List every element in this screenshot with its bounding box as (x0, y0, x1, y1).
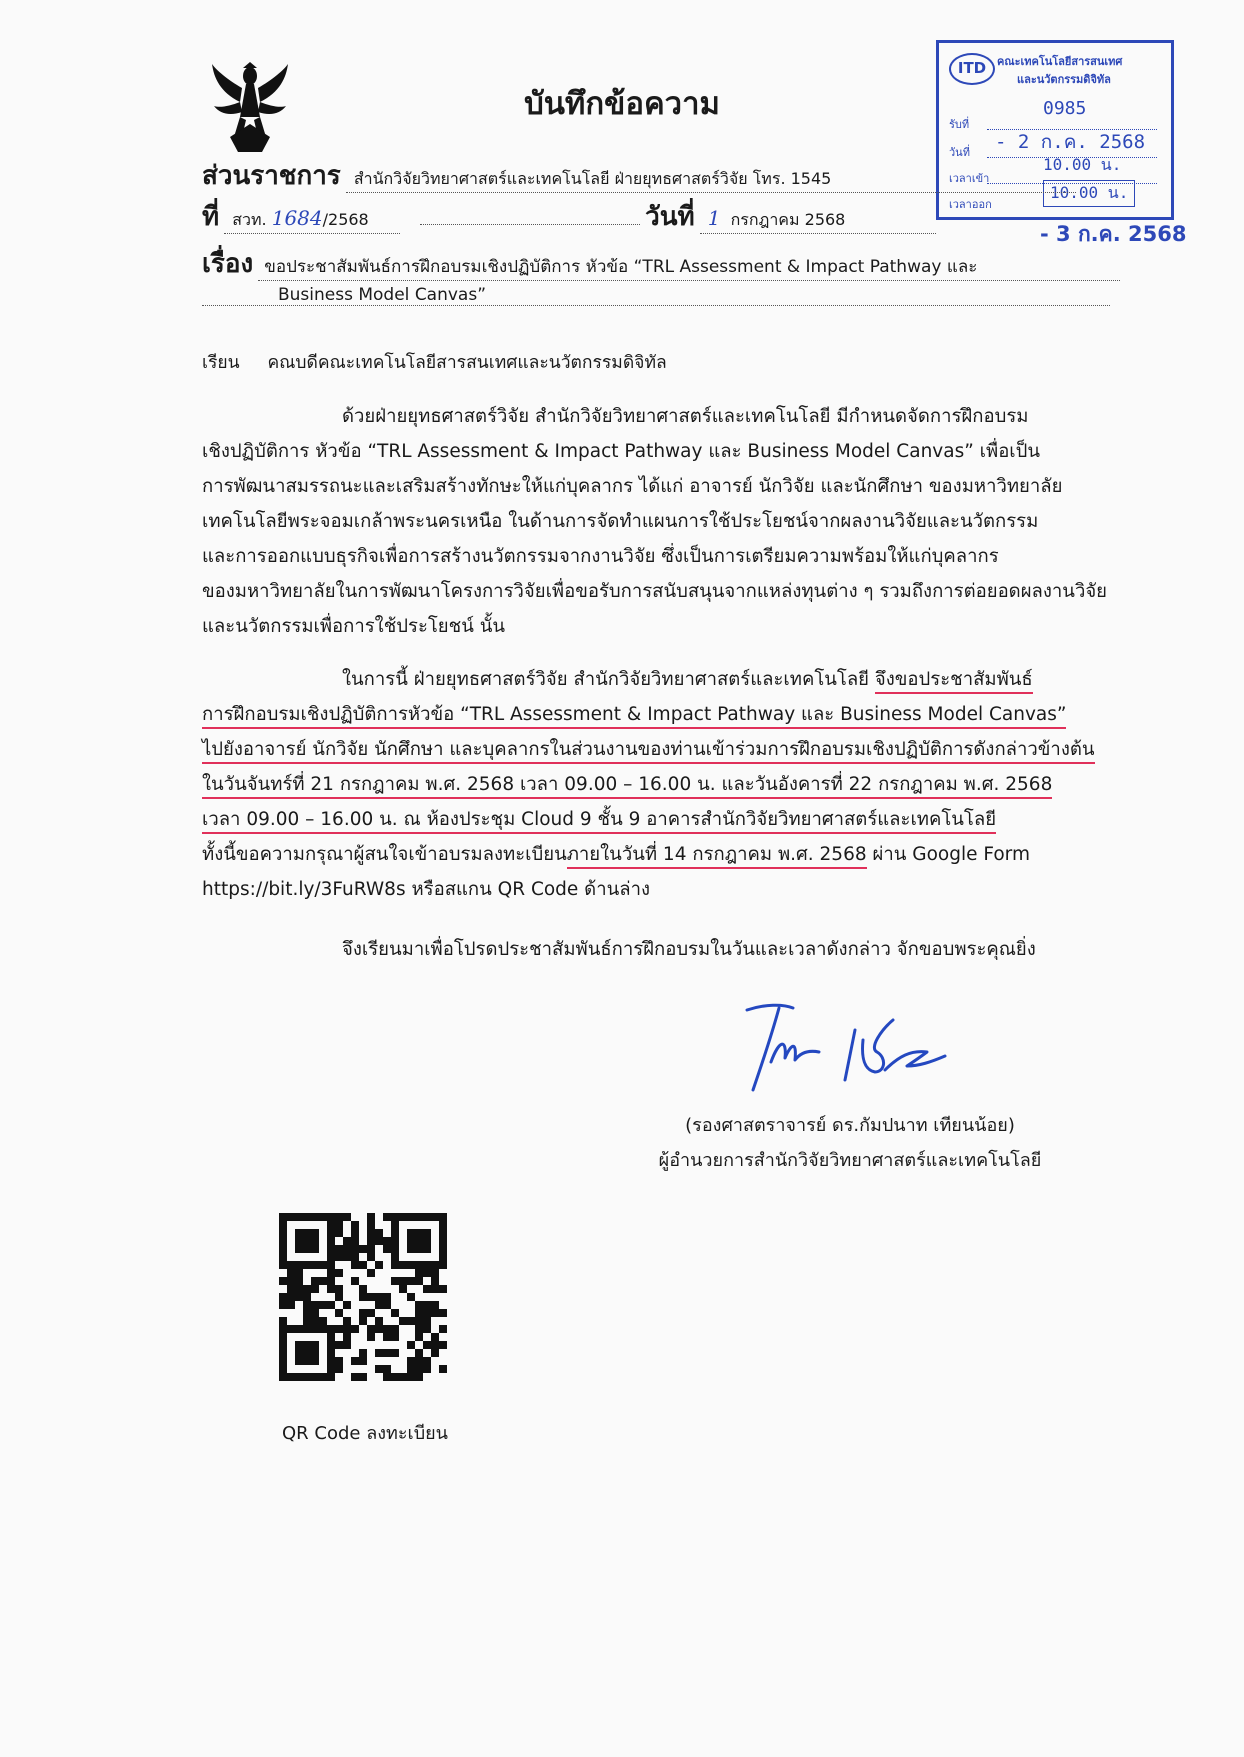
body-paragraph-1 (202, 399, 1128, 644)
paragraph-line: ในการนี้ ฝ่ายยุทธศาสตร์วิจัย สำนักวิจัยวิทยาศาสตร์และเทคโนโลยี จึงขอประชาสัมพันธ์ (202, 662, 1128, 697)
date-month-year: กรกฎาคม 2568 (730, 210, 846, 229)
date-row (420, 196, 936, 237)
reference-row (202, 196, 400, 237)
agency-row (202, 155, 1076, 196)
second-date-stamp: - 3 ก.ค. 2568 (1040, 222, 1187, 246)
reference-label: ที่ (202, 202, 220, 232)
stamp-logo: ITD (949, 53, 995, 85)
registration-link-line: https://bit.ly/3FuRW8s หรือสแกน QR Code ด้านล่าง (202, 879, 650, 900)
date-label: วันที่ (645, 202, 695, 232)
highlight-underline: ไปยังอาจารย์ นักวิจัย นักศึกษา และบุคลากรในส่วนงานของท่านเข้าร่วมการฝึกอบรมเชิงปฏิบัติการดังกล่าวข้างต้น (202, 739, 1095, 764)
highlight-underline: เวลา 09.00 – 16.00 น. ณ ห้องประชุม Cloud 9 ชั้น 9 อาคารสำนักวิจัยวิทยาศาสตร์และเทคโนโลยี (202, 809, 996, 834)
salutation-label: เรียน (202, 353, 240, 373)
signer-position: ผู้อำนวยการสำนักวิจัยวิทยาศาสตร์และเทคโนโลยี (658, 1150, 1042, 1171)
paragraph-line: เทคโนโลยีพระจอมเกล้าพระนครเหนือ ในด้านการจัดทำแผนการใช้ประโยชน์จากผลงานวิจัยและนวัตกรรม (202, 511, 1039, 532)
paragraph-line: ด้วยฝ่ายยุทธศาสตร์วิจัย สำนักวิจัยวิทยาศาสตร์และเทคโนโลยี มีกำหนดจัดการฝึกอบรม (342, 406, 1029, 427)
subject-row-2 (202, 285, 1110, 306)
registration-qr-code[interactable] (279, 1213, 447, 1381)
reference-number: 1684 (271, 206, 323, 230)
agency-label: ส่วนราชการ (202, 161, 341, 191)
date-value (700, 206, 936, 234)
highlight-underline: ในวันจันทร์ที่ 21 กรกฎาคม พ.ศ. 2568 เวลา 09.00 – 16.00 น. และวันอังคารที่ 22 กรกฎาคม พ.ศ. 2568 (202, 774, 1052, 799)
stamp-time-out-label: เวลาออก (949, 198, 992, 211)
subject-row (202, 243, 1120, 284)
highlight-underline: ภายในวันที่ 14 กรกฎาคม พ.ศ. 2568 (567, 844, 867, 869)
paragraph-line (202, 732, 1128, 767)
subject-label: เรื่อง (202, 249, 254, 279)
signer-name: (รองศาสตราจารย์ ดร.กัมปนาท เทียนน้อย) (685, 1115, 1015, 1136)
subject-line1: ขอประชาสัมพันธ์การฝึกอบรมเชิงปฏิบัติการ หัวข้อ “TRL Assessment & Impact Pathway และ (258, 253, 1120, 281)
salutation-recipient: คณบดีคณะเทคโนโลยีสารสนเทศและนวัตกรรมดิจิทัล (267, 353, 667, 373)
stamp-received-no: 0985 (1043, 98, 1087, 119)
stamp-org-line1: คณะเทคโนโลยีสารสนเทศ (997, 55, 1123, 68)
paragraph-line (202, 802, 1128, 837)
stamp-date-label: วันที่ (949, 146, 970, 159)
date-fill (420, 224, 640, 225)
paragraph-line: ของมหาวิทยาลัยในการพัฒนาโครงการวิจัยเพื่อขอรับการสนับสนุนจากแหล่งทุนต่าง ๆ รวมถึงการต่อยอดผลงานวิจัย (202, 581, 1108, 602)
handwritten-signature (735, 1000, 965, 1095)
highlight-underline: การฝึกอบรมเชิงปฏิบัติการหัวข้อ “TRL Assessment & Impact Pathway และ Business Model Canvas” (202, 704, 1066, 729)
paragraph-line (202, 697, 1128, 732)
qr-code-label: QR Code ลงทะเบียน (282, 1423, 448, 1444)
stamp-received-label: รับที่ (949, 118, 970, 131)
paragraph-line: เชิงปฏิบัติการ หัวข้อ “TRL Assessment & Impact Pathway และ Business Model Canvas” เพื่อเป็น (202, 441, 1041, 462)
salutation (202, 348, 667, 376)
subject-line2: Business Model Canvas” (202, 285, 1110, 306)
closing-sentence: จึงเรียนมาเพื่อโปรดประชาสัมพันธ์การฝึกอบรมในวันและเวลาดังกล่าว จักขอบพระคุณยิ่ง (342, 939, 1036, 960)
stamp-time-in-value: 10.00 น. (1043, 155, 1122, 174)
document-title: บันทึกข้อความ (524, 86, 720, 122)
reference-value (224, 206, 400, 234)
paragraph-line (202, 767, 1128, 802)
agency-value: สำนักวิจัยวิทยาศาสตร์และเทคโนโลยี ฝ่ายยุทธศาสตร์วิจัย โทร. 1545 (346, 167, 1076, 193)
paragraph-line: และการออกแบบธุรกิจเพื่อการสร้างนวัตกรรมจากงานวิจัย ซึ่งเป็นการเตรียมความพร้อมให้แก่บุคลากร (202, 546, 999, 567)
paragraph-line: การพัฒนาสมรรถนะและเสริมสร้างทักษะให้แก่บุคลากร ได้แก่ อาจารย์ นักวิจัย และนักศึกษา ของมหาวิทยาลัย (202, 476, 1063, 497)
stamp-org-line2: และนวัตกรรมดิจิทัล (1017, 73, 1111, 86)
reference-prefix: สวท. (232, 210, 267, 229)
body-paragraph-2 (202, 662, 1128, 907)
paragraph-line: ทั้งนี้ขอความกรุณาผู้สนใจเข้าอบรมลงทะเบียนภายในวันที่ 14 กรกฎาคม พ.ศ. 2568 ผ่าน Google Form (202, 837, 1128, 872)
date-day: 1 (707, 206, 721, 230)
reference-suffix: /2568 (322, 210, 369, 229)
stamp-time-in-label: เวลาเข้า (949, 172, 990, 185)
paragraph-line: และนวัตกรรมเพื่อการใช้ประโยชน์ นั้น (202, 616, 506, 637)
stamp-date-value: - 2 ก.ค. 2568 (995, 131, 1146, 153)
highlight-underline: จึงขอประชาสัมพันธ์ (875, 669, 1033, 694)
stamp-time-out-value: 10.00 น. (1043, 180, 1135, 207)
